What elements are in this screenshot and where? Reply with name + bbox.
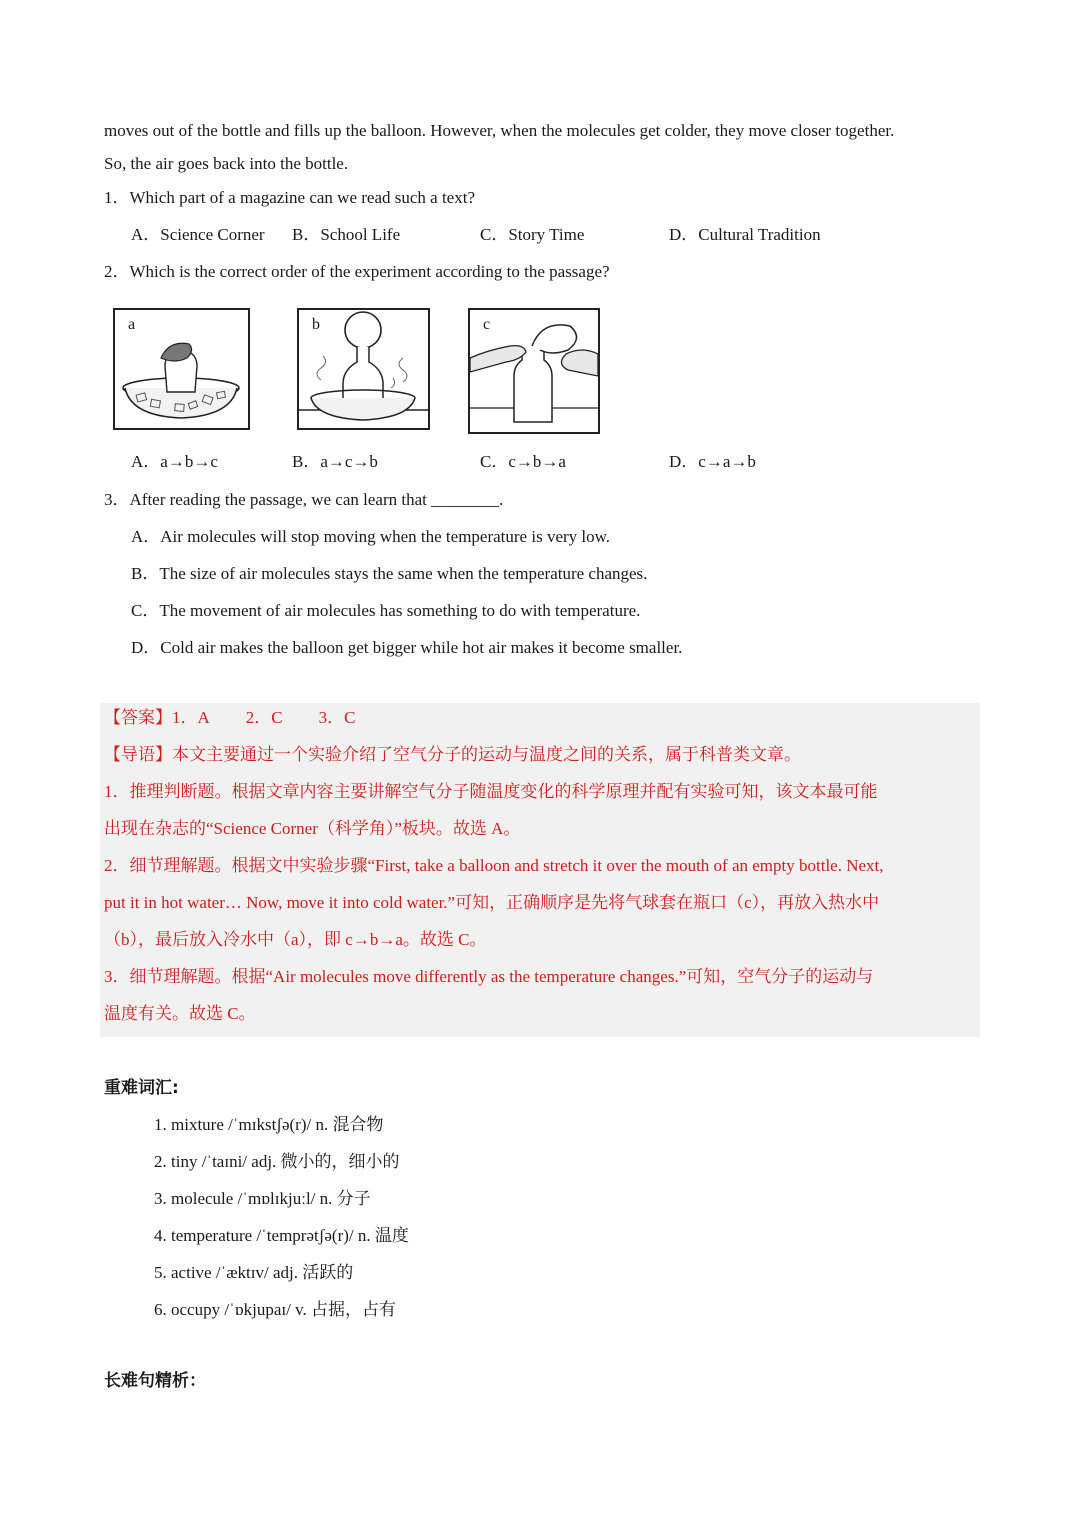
vocab-heading: 重难词汇:	[104, 1078, 179, 1098]
q3-option-c: C．The movement of air molecules has something to do with temperature.	[131, 601, 641, 620]
intro-line	[104, 744, 801, 766]
q1-option-b: B．School Life	[292, 225, 401, 244]
intro-label: 【导语】	[104, 745, 172, 764]
q1-option-d: D．Cultural Tradition	[669, 225, 821, 244]
answer-label: 【答案】	[104, 708, 172, 727]
vocab-item: 4. temperature /ˈtemprətʃə(r)/ n. 温度	[154, 1226, 409, 1245]
explanation-line: 出现在杂志的“Science Corner（科学角）”板块。故选 A。	[104, 819, 521, 838]
question-3-stem: 3．After reading the passage, we can learn that ________.	[104, 490, 504, 509]
explanation-line: 温度有关。故选 C。	[104, 1004, 256, 1023]
figure-label: b	[312, 316, 320, 333]
q3-option-d: D．Cold air makes the balloon get bigger while hot air makes it become smaller.	[131, 638, 683, 657]
vocab-item: 2. tiny /ˈtaɪni/ adj. 微小的，细小的	[154, 1152, 400, 1171]
experiment-figure-b	[297, 308, 430, 430]
vocab-item: 5. active /ˈæktɪv/ adj. 活跃的	[154, 1263, 354, 1282]
explanation-line: （b），最后放入冷水中（a），即 c→b→a。故选 C。	[104, 930, 487, 949]
figure-label: c	[483, 316, 491, 333]
q2-option-d: D．c→a→b	[669, 452, 756, 471]
q2-option-a: A．a→b→c	[131, 452, 218, 471]
question-1-stem: 1．Which part of a magazine can we read such a text?	[104, 188, 475, 207]
answer-value: 3．C	[318, 708, 356, 727]
q2-option-b: B．a→c→b	[292, 452, 378, 471]
passage-line: moves out of the bottle and fills up the balloon. However, when the molecules get colder, they move closer together.	[104, 121, 895, 140]
explanation-line: 2．细节理解题。根据文中实验步骤“First, take a balloon and stretch it over the mouth of an empty bottle. Next,	[104, 856, 884, 875]
q3-option-a: A．Air molecules will stop moving when the temperature is very low.	[131, 527, 611, 546]
sentence-analysis-heading: 长难句精析：	[104, 1371, 206, 1391]
answer-value: 2．C	[245, 708, 283, 727]
figure-label: a	[128, 316, 136, 333]
explanation-line: 3．细节理解题。根据“Air molecules move differently as the temperature changes.”可知，空气分子的运动与	[104, 967, 874, 986]
q3-option-b: B．The size of air molecules stays the same when the temperature changes.	[131, 564, 648, 583]
question-2-stem: 2．Which is the correct order of the experiment according to the passage?	[104, 262, 610, 281]
explanation-line: put it in hot water… Now, move it into cold water.”可知，正确顺序是先将气球套在瓶口（c），再放入热水中	[104, 893, 880, 912]
q1-option-a: A．Science Corner	[131, 225, 265, 244]
experiment-figure-a	[113, 308, 250, 430]
explanation-line: 1．推理判断题。根据文章内容主要讲解空气分子随温度变化的科学原理并配有实验可知，该文本最可能	[104, 782, 878, 801]
experiment-figure-c	[468, 308, 600, 434]
answer-value: 1．A	[172, 708, 210, 727]
intro-text: 本文主要通过一个实验介绍了空气分子的运动与温度之间的关系，属于科普类文章。	[172, 745, 801, 764]
q1-option-c: C．Story Time	[480, 225, 585, 244]
vocab-item: 3. molecule /ˈmɒlɪkjuːl/ n. 分子	[154, 1189, 371, 1208]
vocab-item: 6. occupy /ˈɒkjupaɪ/ v. 占据，占有	[154, 1300, 396, 1319]
q2-option-c: C．c→b→a	[480, 452, 566, 471]
passage-line: So, the air goes back into the bottle.	[104, 154, 349, 173]
answer-line	[104, 707, 355, 729]
vocab-item: 1. mixture /ˈmɪkstʃə(r)/ n. 混合物	[154, 1115, 384, 1134]
